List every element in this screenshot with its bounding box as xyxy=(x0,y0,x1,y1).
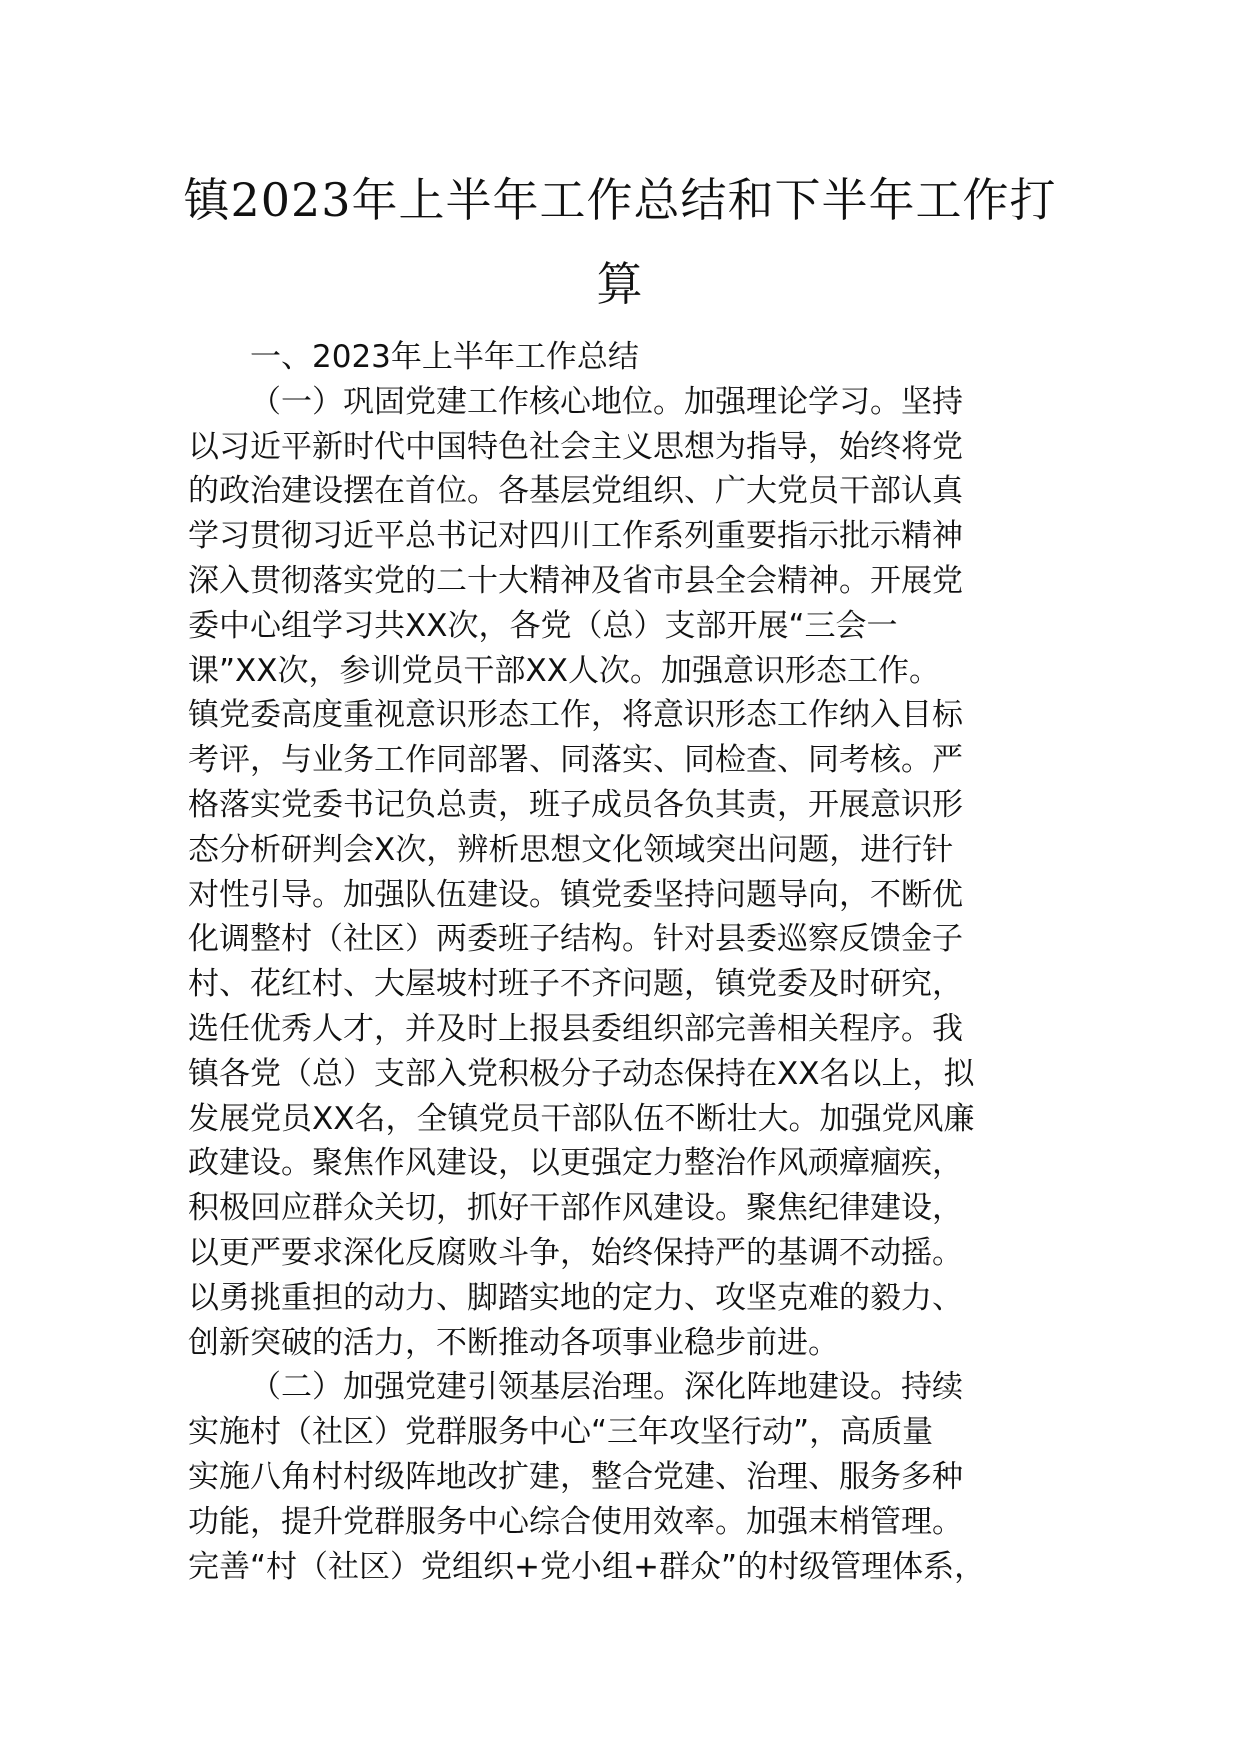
paragraph-line: 创新突破的活力，不断推动各项事业稳步前进。 xyxy=(188,1324,839,1361)
document-body xyxy=(188,335,1068,1589)
paragraph-line: （二）加强党建引领基层治理。深化阵地建设。持续 xyxy=(250,1369,963,1406)
paragraph-line: 镇党委高度重视意识形态工作，将意识形态工作纳入目标 xyxy=(188,697,963,734)
paragraph-line: 态分析研判会X次，辨析思想文化领域突出问题，进行针 xyxy=(188,831,954,868)
document-title-line-2: 算 xyxy=(596,257,644,311)
paragraph-line: 选任优秀人才，并及时上报县委组织部完善相关程序。我 xyxy=(188,1010,963,1047)
document-title-line-1: 镇2023年上半年工作总结和下半年工作打 xyxy=(183,173,1057,227)
paragraph-line: 镇各党（总）支部入党积极分子动态保持在XX名以上，拟 xyxy=(188,1055,975,1092)
paragraph-line: 的政治建设摆在首位。各基层党组织、广大党员干部认真 xyxy=(188,473,963,510)
paragraph-line: 委中心组学习共XX次，各党（总）支部开展“三会一 xyxy=(188,607,898,644)
paragraph-line: 实施八角村村级阵地改扩建，整合党建、治理、服务多种 xyxy=(188,1458,963,1495)
paragraph-line: 以习近平新时代中国特色社会主义思想为指导，始终将党 xyxy=(188,428,963,465)
paragraph-line: 以勇挑重担的动力、脚踏实地的定力、攻坚克难的毅力、 xyxy=(188,1279,963,1316)
paragraph-line: 深入贯彻落实党的二十大精神及省市县全会精神。开展党 xyxy=(188,562,963,599)
paragraph-line: 功能，提升党群服务中心综合使用效率。加强末梢管理。 xyxy=(188,1503,963,1540)
paragraph-line: 学习贯彻习近平总书记对四川工作系列重要指示批示精神 xyxy=(188,518,963,555)
paragraph-line: 格落实党委书记负总责，班子成员各负其责，开展意识形 xyxy=(188,786,963,823)
paragraph-line: 课”XX次，参训党员干部XX人次。加强意识形态工作。 xyxy=(188,652,941,689)
paragraph-line: 完善“村（社区）党组织+党小组+群众”的村级管理体系， xyxy=(188,1548,986,1585)
paragraph-line: 对性引导。加强队伍建设。镇党委坚持问题导向，不断优 xyxy=(188,876,963,913)
paragraph-line: 以更严要求深化反腐败斗争，始终保持严的基调不动摇。 xyxy=(188,1234,963,1271)
paragraph-line: 实施村（社区）党群服务中心“三年攻坚行动”，高质量 xyxy=(188,1414,934,1451)
section-heading: 一、2023年上半年工作总结 xyxy=(250,339,639,375)
paragraph-line: 村、花红村、大屋坡村班子不齐问题，镇党委及时研究， xyxy=(188,966,963,1003)
paragraph-line: 积极回应群众关切，抓好干部作风建设。聚焦纪律建设， xyxy=(188,1190,963,1227)
paragraph-line: 发展党员XX名，全镇党员干部队伍不断壮大。加强党风廉 xyxy=(188,1100,975,1137)
paragraph-line: 考评，与业务工作同部署、同落实、同检查、同考核。严 xyxy=(188,742,963,779)
paragraph-line: （一）巩固党建工作核心地位。加强理论学习。坚持 xyxy=(250,383,963,420)
paragraph-line: 政建设。聚焦作风建设，以更强定力整治作风顽瘴痼疾， xyxy=(188,1145,963,1182)
paragraph-line: 化调整村（社区）两委班子结构。针对县委巡察反馈金子 xyxy=(188,921,963,958)
